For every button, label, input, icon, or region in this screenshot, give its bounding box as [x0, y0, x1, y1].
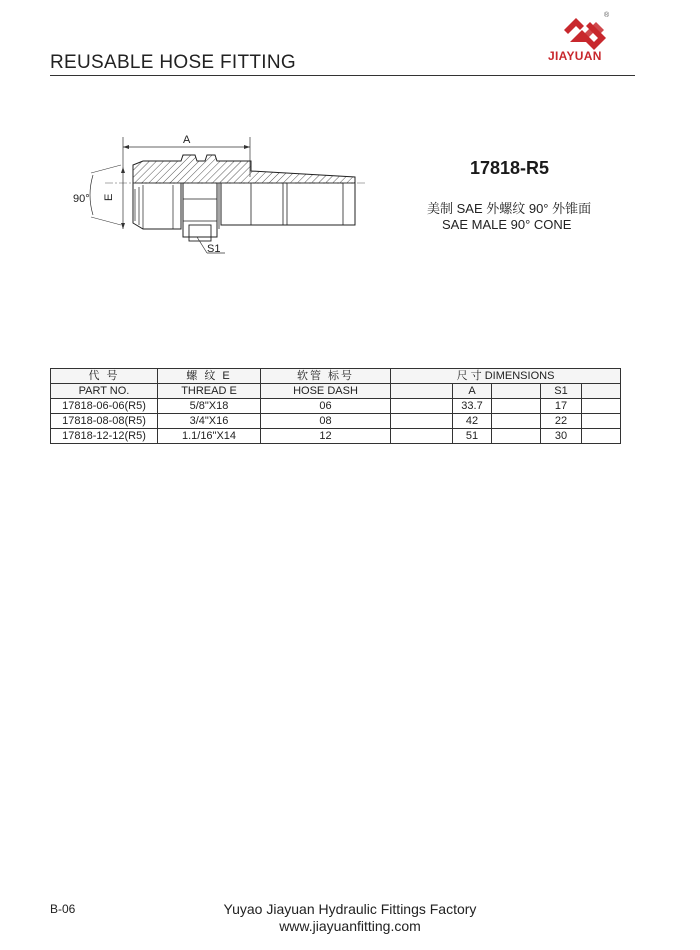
fitting-drawing	[65, 125, 375, 270]
footer-company: Yuyao Jiayuan Hydraulic Fittings Factory	[223, 901, 477, 917]
header-hose-cn: 软管 标号	[261, 369, 391, 384]
cell-blank	[582, 399, 621, 414]
cell-blank	[582, 429, 621, 444]
table-header-row-2	[51, 384, 621, 399]
table-row	[51, 429, 621, 444]
registered-mark: ®	[604, 12, 610, 19]
description-english: SAE MALE 90° CONE	[442, 217, 572, 232]
cell-thread: 3/4"X16	[158, 414, 261, 429]
cell-blank	[582, 414, 621, 429]
spec-table	[50, 368, 621, 444]
cell-blank	[391, 429, 453, 444]
cell-s1: 17	[541, 399, 582, 414]
logo-wordmark: JIAYUAN	[548, 49, 602, 63]
title-divider	[50, 75, 635, 76]
table-row	[51, 399, 621, 414]
cell-blank	[391, 399, 453, 414]
cell-s1: 22	[541, 414, 582, 429]
cell-blank	[492, 414, 541, 429]
table-row	[51, 414, 621, 429]
header-hose-en: HOSE DASH	[261, 384, 391, 399]
header-part-en: PART NO.	[51, 384, 158, 399]
cell-a: 42	[453, 414, 492, 429]
cell-thread: 1.1/16"X14	[158, 429, 261, 444]
header-a: A	[453, 384, 492, 399]
header-thread-cn: 螺 纹 E	[158, 369, 261, 384]
cell-hose: 06	[261, 399, 391, 414]
dimension-s1-label: S1	[207, 243, 221, 255]
cell-hose: 08	[261, 414, 391, 429]
header-blank	[492, 384, 541, 399]
header-blank	[582, 384, 621, 399]
cell-part: 17818-08-08(R5)	[51, 414, 158, 429]
cell-a: 51	[453, 429, 492, 444]
cell-a: 33.7	[453, 399, 492, 414]
angle-label: 90°	[73, 193, 90, 205]
cell-thread: 5/8"X18	[158, 399, 261, 414]
cell-blank	[492, 399, 541, 414]
cell-s1: 30	[541, 429, 582, 444]
table-header-row-1	[51, 369, 621, 384]
page-title: REUSABLE HOSE FITTING	[50, 52, 296, 73]
cell-part: 17818-06-06(R5)	[51, 399, 158, 414]
header-blank	[391, 384, 453, 399]
footer-website[interactable]: www.jiayuanfitting.com	[279, 918, 421, 934]
header-s1: S1	[541, 384, 582, 399]
cell-hose: 12	[261, 429, 391, 444]
cell-blank	[492, 429, 541, 444]
description-chinese: 美制 SAE 外螺纹 90° 外锥面	[427, 201, 592, 216]
header-thread-en: THREAD E	[158, 384, 261, 399]
header-dimensions: 尺 寸 DIMENSIONS	[391, 369, 621, 384]
dimension-e-label: E	[103, 193, 115, 201]
cell-blank	[391, 414, 453, 429]
dimension-a-label: A	[183, 134, 191, 146]
cell-part: 17818-12-12(R5)	[51, 429, 158, 444]
header-part-cn: 代 号	[51, 369, 158, 384]
model-code: 17818-R5	[470, 158, 550, 178]
page-number: B-06	[50, 902, 76, 916]
